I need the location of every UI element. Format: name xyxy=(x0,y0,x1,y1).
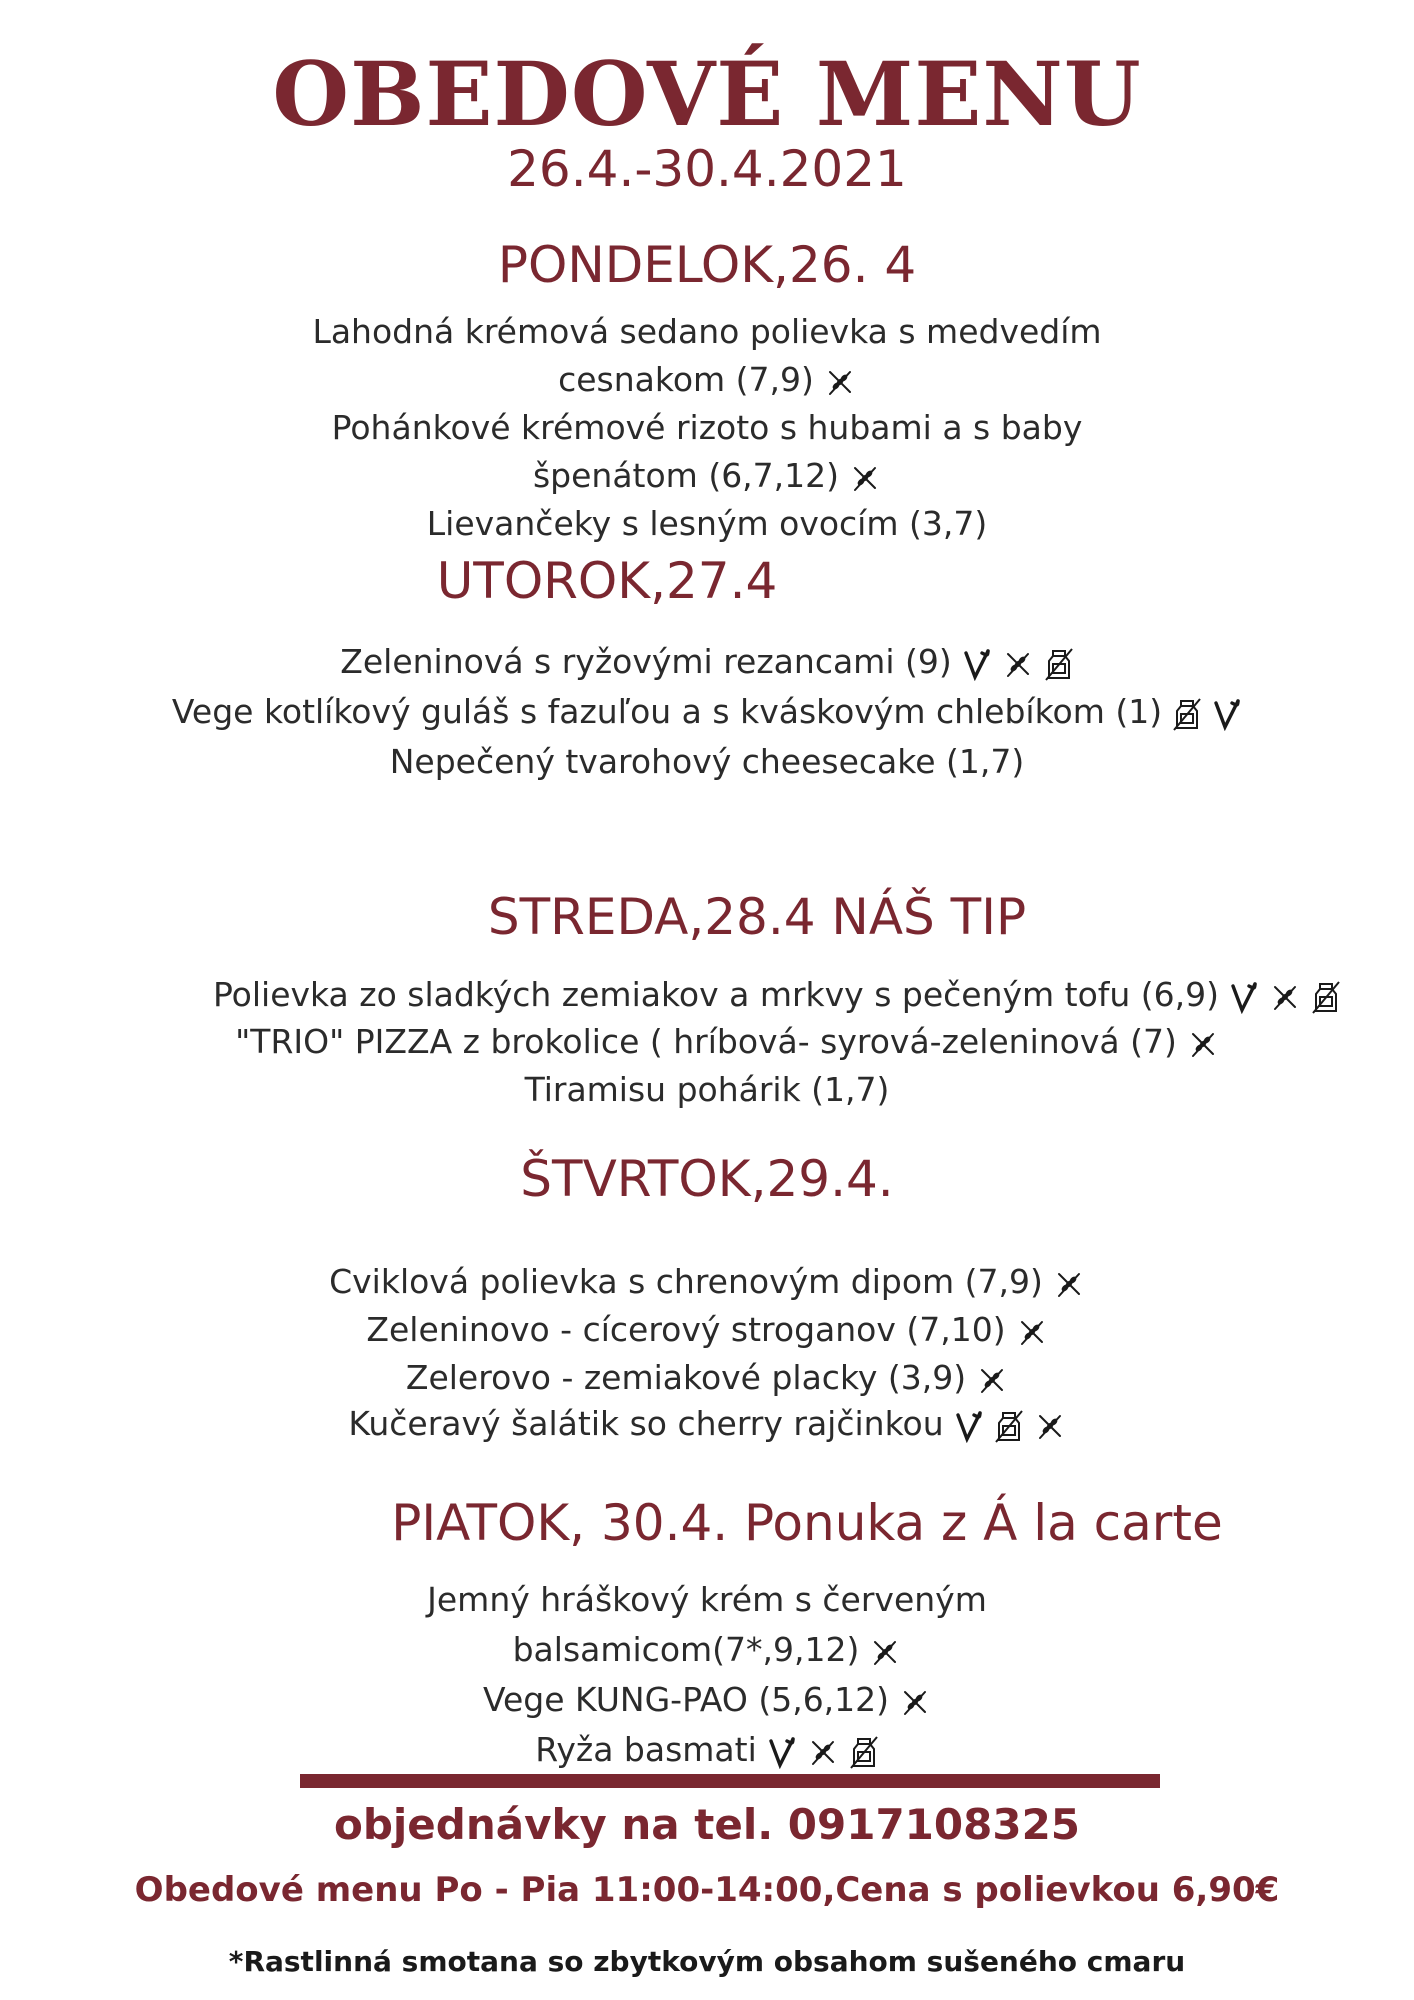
menu-item: Pohánkové krémové rizoto s hubami a s baby xyxy=(331,408,1083,447)
menu-item: Kučeravý šalátik so cherry rajčinkou xyxy=(0,1404,1414,1444)
gluten-free-icon xyxy=(976,1364,1008,1396)
lactose-free-icon xyxy=(994,1408,1024,1444)
lactose-free-icon xyxy=(1311,979,1341,1015)
day-heading-friday: PIATOK, 30.4. Ponuka z Á la carte xyxy=(391,1494,1223,1552)
lactose-free-icon xyxy=(849,1734,879,1770)
gluten-free-icon xyxy=(849,462,881,494)
menu-item: Zelerovo - zemiakové placky (3,9) xyxy=(0,1358,1414,1397)
menu-item: Vege KUNG-PAO (5,6,12) xyxy=(0,1680,1414,1719)
gluten-free-icon xyxy=(824,366,856,398)
lactose-free-icon xyxy=(1044,646,1074,682)
menu-item: Vege kotlíkový guláš s fazuľou a s kváskovým chlebíkom (1) xyxy=(0,692,1414,732)
menu-item: balsamicom(7*,9,12) xyxy=(0,1630,1414,1669)
day-heading-tuesday: UTOROK,27.4 xyxy=(436,552,778,610)
divider xyxy=(300,1774,1160,1788)
gluten-free-icon xyxy=(869,1636,901,1668)
menu-item: Tiramisu pohárik (1,7) xyxy=(524,1070,890,1109)
menu-item: Lahodná krémová sedano polievka s medvedím xyxy=(312,312,1102,351)
menu-hours-price: Obedové menu Po - Pia 11:00-14:00,Cena s polievkou 6,90€ xyxy=(134,1870,1280,1910)
menu-item: Nepečený tvarohový cheesecake (1,7) xyxy=(389,742,1025,781)
menu-item: Cviklová polievka s chrenovým dipom (7,9) xyxy=(0,1262,1414,1301)
gluten-free-icon xyxy=(1187,1028,1219,1060)
vegan-icon xyxy=(1212,697,1242,731)
menu-item: Lievančeky s lesným ovocím (3,7) xyxy=(426,504,988,543)
vegan-icon xyxy=(954,1409,984,1443)
menu-dates: 26.4.-30.4.2021 xyxy=(507,140,907,198)
menu-item: Ryža basmati xyxy=(0,1730,1414,1770)
order-phone: objednávky na tel. 0917108325 xyxy=(333,1800,1081,1849)
page-title: OBEDOVÉ MENU xyxy=(272,42,1142,146)
gluten-free-icon xyxy=(1016,1316,1048,1348)
day-heading-thursday: ŠTVRTOK,29.4. xyxy=(520,1150,894,1208)
menu-item: Jemný hráškový krém s červeným xyxy=(427,1580,987,1619)
gluten-free-icon xyxy=(899,1686,931,1718)
gluten-free-icon xyxy=(1002,648,1034,680)
lactose-free-icon xyxy=(1172,696,1202,732)
menu-item: Polievka zo sladkých zemiakov a mrkvy s pečeným tofu (6,9) xyxy=(70,975,1414,1015)
day-heading-monday: PONDELOK,26. 4 xyxy=(497,236,917,294)
gluten-free-icon xyxy=(1269,981,1301,1013)
footnote: *Rastlinná smotana so zbytkovým obsahom sušeného cmaru xyxy=(228,1945,1186,1978)
gluten-free-icon xyxy=(1053,1268,1085,1300)
gluten-free-icon xyxy=(1034,1410,1066,1442)
vegan-icon xyxy=(1229,980,1259,1014)
day-heading-wednesday: STREDA,28.4 NÁŠ TIP xyxy=(487,888,1027,946)
menu-item: Zeleninovo - cícerový stroganov (7,10) xyxy=(0,1310,1414,1349)
menu-item: cesnakom (7,9) xyxy=(0,360,1414,399)
menu-item: "TRIO" PIZZA z brokolice ( hríbová- syrová-zeleninová (7) xyxy=(20,1022,1414,1061)
vegan-icon xyxy=(962,647,992,681)
vegan-icon xyxy=(767,1735,797,1769)
menu-item: Zeleninová s ryžovými rezancami (9) xyxy=(0,642,1414,682)
gluten-free-icon xyxy=(807,1736,839,1768)
menu-item: špenátom (6,7,12) xyxy=(0,456,1414,495)
